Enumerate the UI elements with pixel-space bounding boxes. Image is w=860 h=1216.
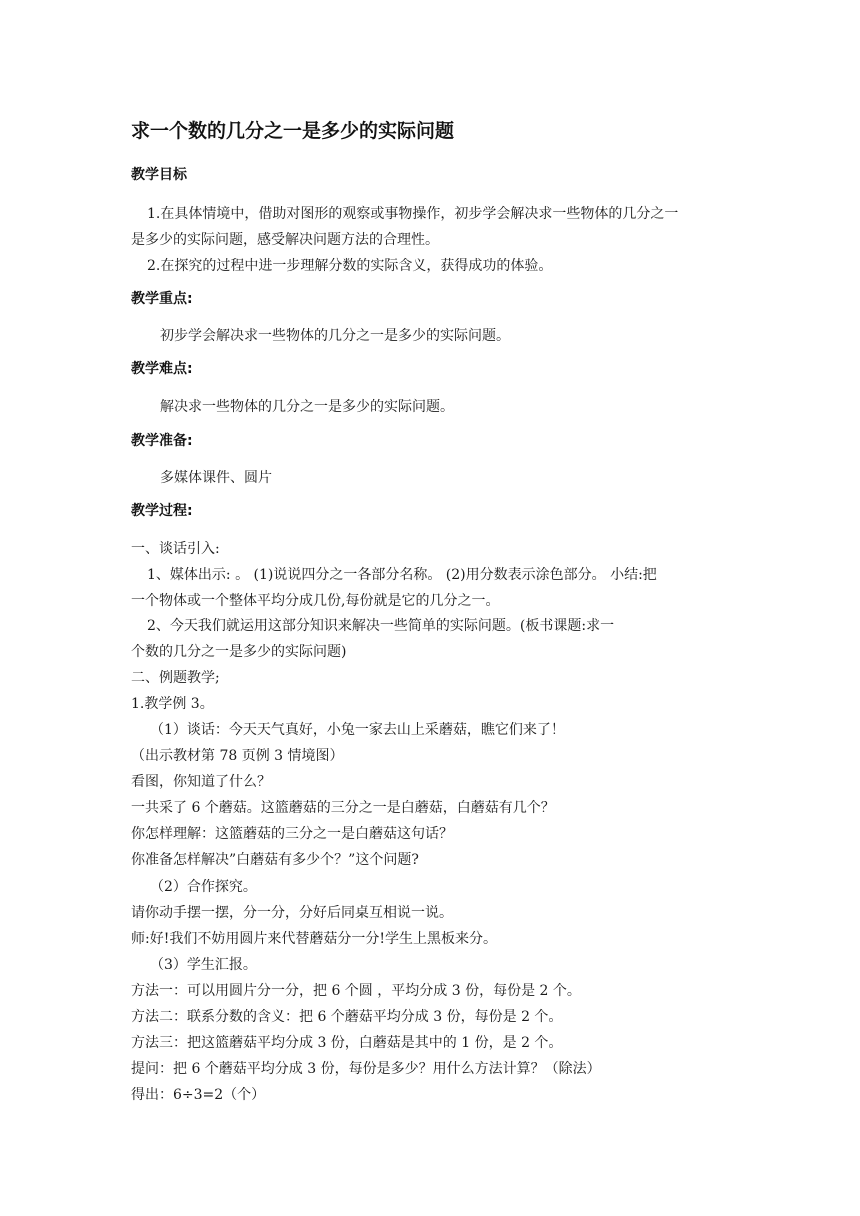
goals-line: 1.在具体情境中，借助对图形的观察或事物操作，初步学会解决求一些物体的几分之一 — [147, 206, 679, 222]
process-line: 1.教学例 3。 — [131, 696, 214, 712]
process-line: 一个物体或一个整体平均分成几份,每份就是它的几分之一。 — [131, 593, 500, 609]
process-line: 方法一：可以用圆片分一分，把 6 个圆 ，平均分成 3 份，每份是 2 个。 — [131, 983, 581, 999]
goals-line: 2.在探究的过程中进一步理解分数的实际含义，获得成功的体验。 — [147, 258, 553, 274]
process-line: （出示教材第 78 页例 3 情境图） — [131, 748, 344, 764]
process-line: 方法二：联系分数的含义：把 6 个蘑菇平均分成 3 份，每份是 2 个。 — [131, 1009, 563, 1025]
process-line: （1）谈话：今天天气真好，小兔一家去山上采蘑菇，瞧它们来了！ — [150, 722, 565, 738]
process-line: 一共采了 6 个蘑菇。这篮蘑菇的三分之一是白蘑菇，白蘑菇有几个？ — [131, 800, 555, 816]
process-line: 得出：6÷3=2（个） — [131, 1087, 266, 1103]
process-line: 你怎样理解：这篮蘑菇的三分之一是白蘑菇这句话？ — [131, 826, 453, 842]
key-points-text: 初步学会解决求一些物体的几分之一是多少的实际问题。 — [160, 328, 510, 344]
goals-line: 是多少的实际问题，感受解决问题方法的合理性。 — [131, 232, 439, 248]
process-line: 师:好!我们不妨用圆片来代替蘑菇分一分!学生上黑板来分。 — [131, 931, 497, 947]
process-line: （3）学生汇报。 — [150, 957, 257, 973]
process-line: 一、谈话引入: — [131, 541, 220, 557]
difficulties-heading: 教学难点: — [131, 361, 193, 377]
process-line: 2、今天我们就运用这部分知识来解决一些简单的实际问题。(板书课题:求一 — [147, 618, 615, 634]
process-line: 方法三：把这篮蘑菇平均分成 3 份，白蘑菇是其中的 1 份，是 2 个。 — [131, 1035, 563, 1051]
process-line: 二、例题教学; — [131, 670, 220, 686]
difficulties-text: 解决求一些物体的几分之一是多少的实际问题。 — [160, 399, 454, 415]
page-title: 求一个数的几分之一是多少的实际问题 — [131, 120, 455, 142]
preparation-text: 多媒体课件、圆片 — [160, 470, 272, 486]
key-points-heading: 教学重点: — [131, 291, 193, 307]
process-line: 你准备怎样解决”白蘑菇有多少个？”这个问题? — [131, 852, 419, 868]
process-line: （2）合作探究。 — [150, 879, 257, 895]
process-line: 个数的几分之一是多少的实际问题) — [131, 644, 347, 660]
preparation-heading: 教学准备: — [131, 433, 193, 449]
goals-heading: 教学目标 — [131, 167, 187, 183]
process-line: 提问：把 6 个蘑菇平均分成 3 份，每份是多少？用什么方法计算？（除法） — [131, 1061, 601, 1077]
process-line: 看图，你知道了什么？ — [131, 774, 271, 790]
process-line: 请你动手摆一摆，分一分，分好后同桌互相说一说。 — [131, 905, 453, 921]
process-line: 1、媒体出示: 。 (1)说说四分之一各部分名称。 (2)用分数表示涂色部分。 小结:把 — [147, 567, 657, 583]
process-heading: 教学过程: — [131, 503, 193, 519]
